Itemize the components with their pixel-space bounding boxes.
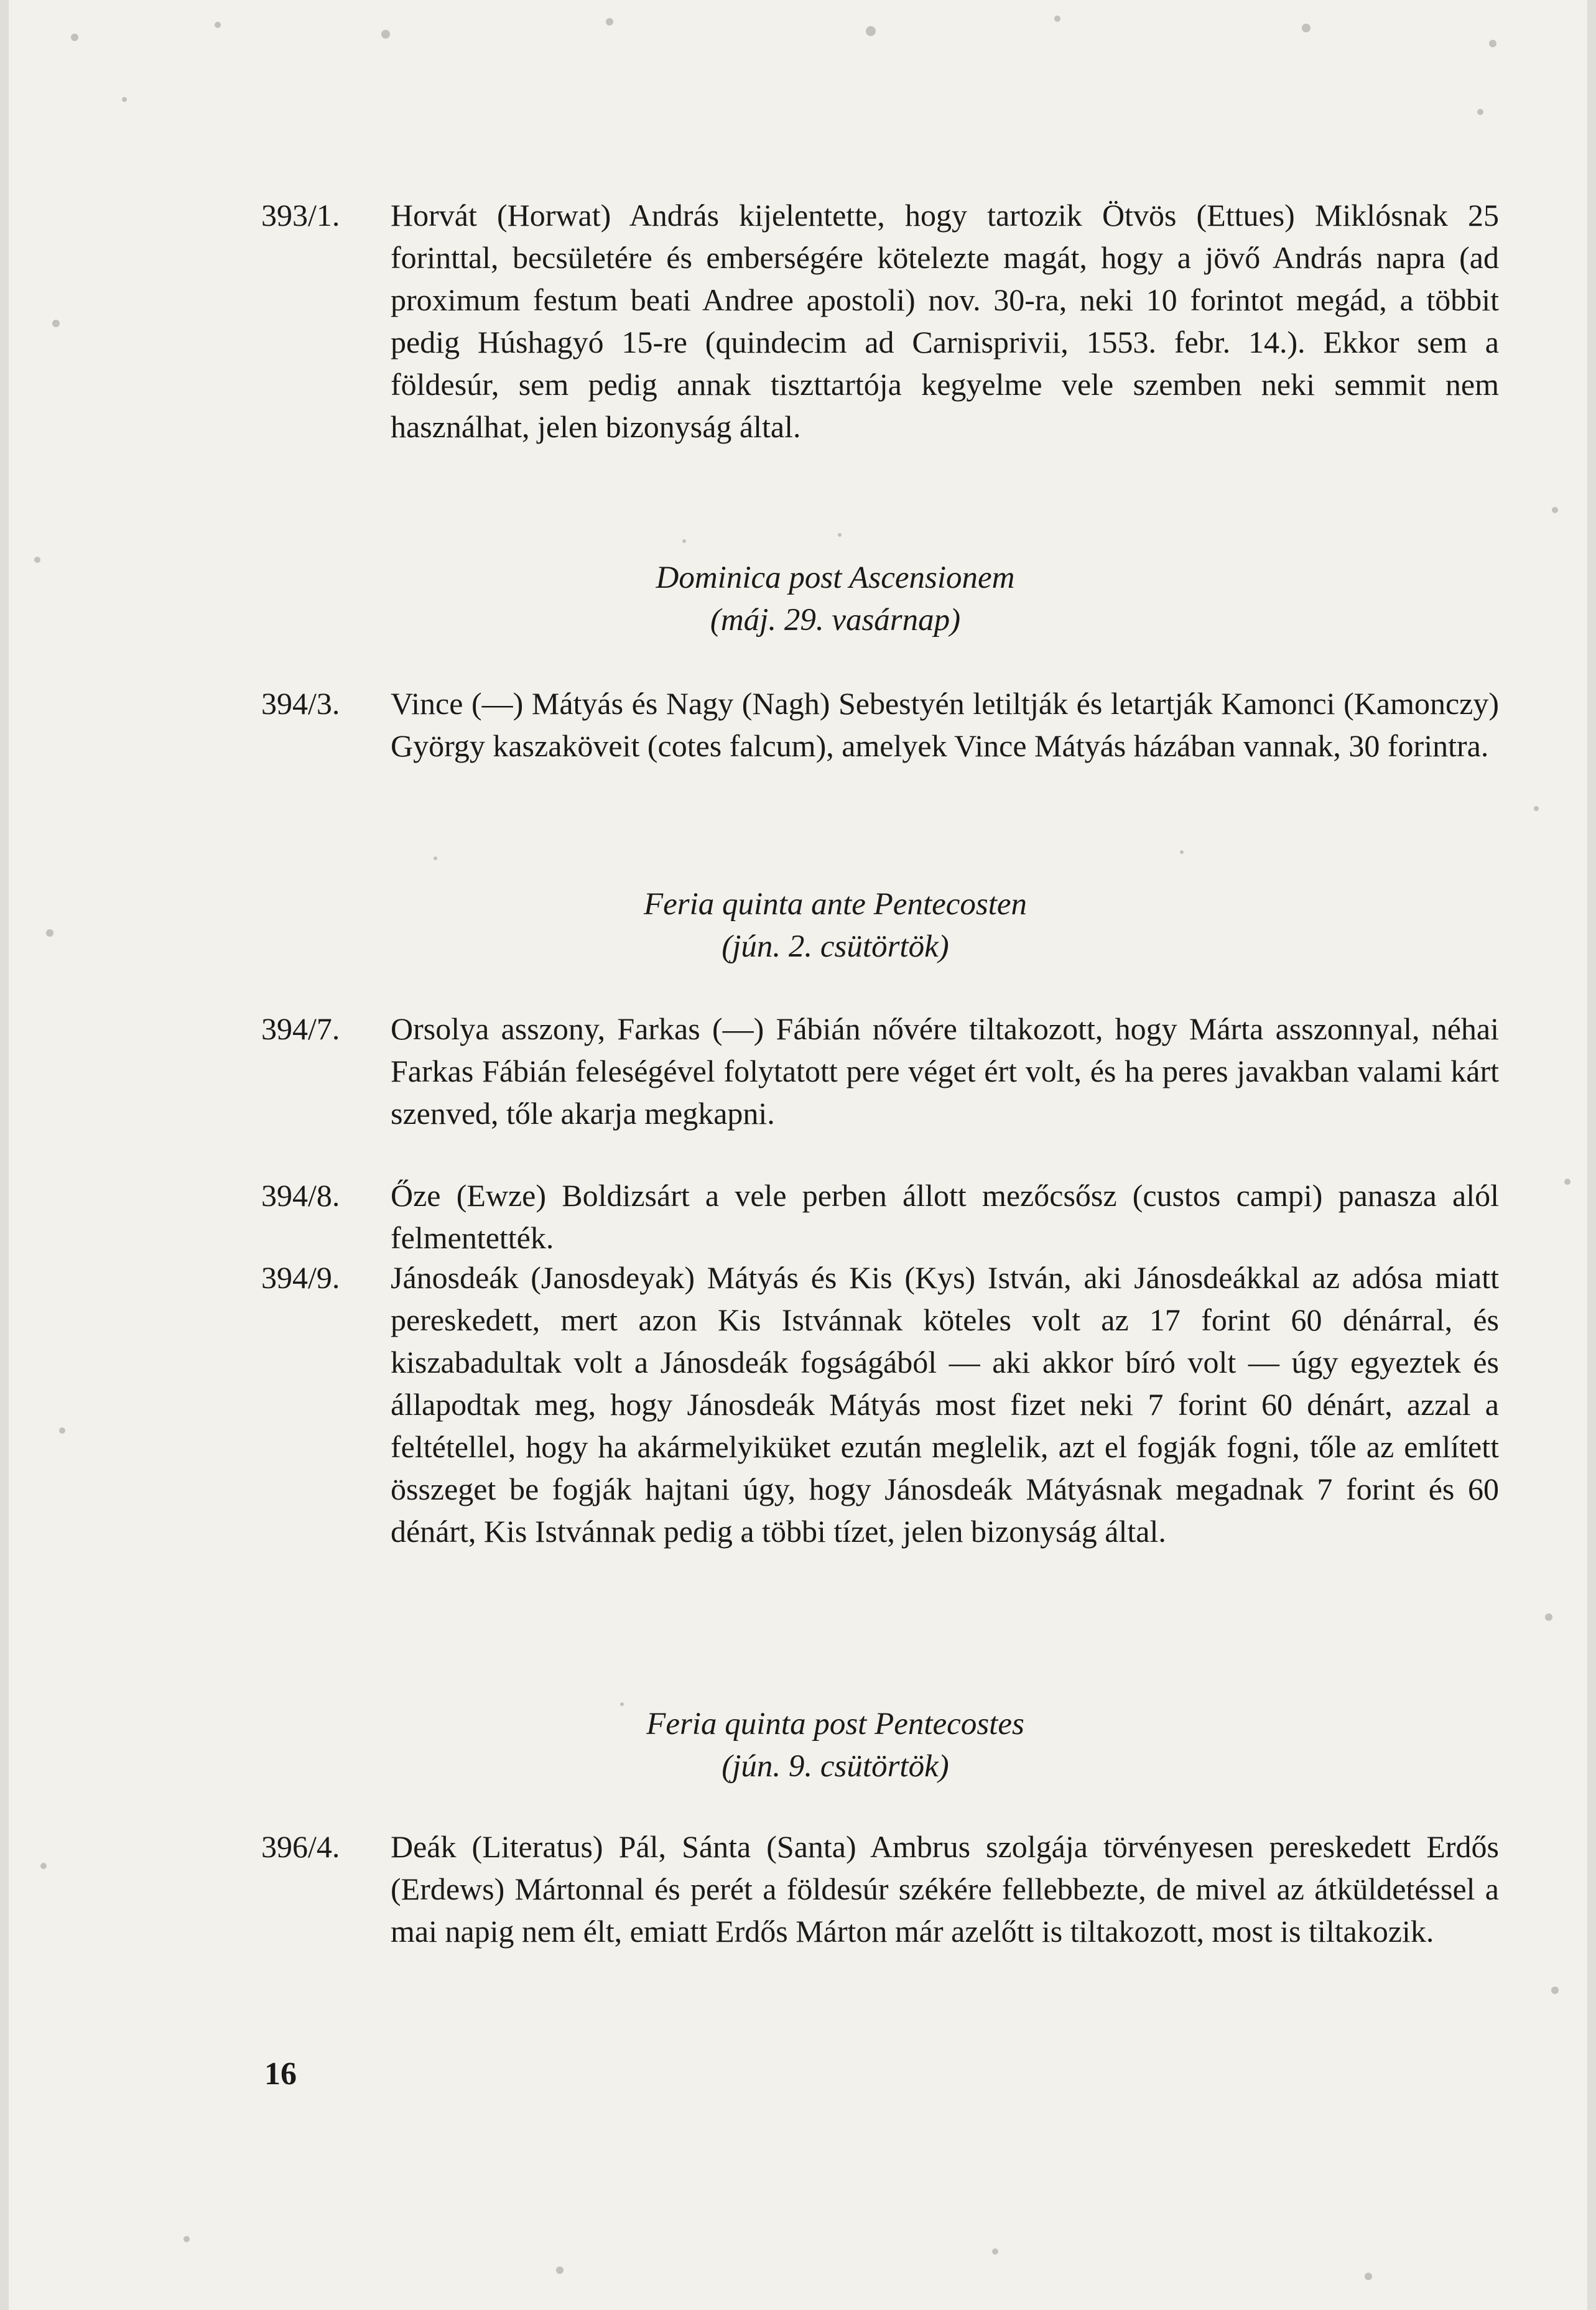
- heading-date: (jún. 9. csütörtök): [721, 1749, 949, 1784]
- entry-number: 394/9.: [261, 1260, 340, 1295]
- section-heading: [0, 557, 1596, 641]
- entry-number: 394/7.: [261, 1011, 340, 1046]
- heading-line: Dominica post Ascensionem: [656, 560, 1015, 595]
- entry-text: Jánosdeák (Janosdeyak) Mátyás és Kis (Kys) István, aki Jánosdeákkal az adósa miatt pereskedett, mert azon Kis Istvánnak köteles volt az 17 forint 60 dénárral, és kiszabadultak volt a Jánosdeák fogságából — aki akkor bíró volt — úgy egyeztek és állapodtak meg, hogy Jánosdeák Mátyás most fizet neki 7 forint 60 dénárt, azzal a feltétellel, hogy ha akármelyiküket ezután meglelik, azt el fogják fogni, tőle az említett összeget be fogják hajtani úgy, hogy Jánosdeák Mátyásnak megadnak 7 forint és 60 dénárt, Kis Istvánnak pedig a többi tízet, jelen bizonyság által.: [391, 1260, 1499, 1549]
- entry-393-1: [261, 194, 1499, 493]
- entry-394-3: [261, 682, 1499, 813]
- entry-394-9: [261, 1256, 1499, 1642]
- page-number: 16: [264, 2056, 297, 2092]
- section-heading: [0, 1703, 1596, 1788]
- heading-date: (jún. 2. csütörtök): [721, 929, 949, 964]
- heading-line: Feria quinta ante Pentecosten: [643, 887, 1028, 922]
- section-heading: [0, 883, 1596, 968]
- entry-number: 394/3.: [261, 686, 340, 721]
- entry-text: Horvát (Horwat) András kijelentette, hogy tartozik Ötvös (Ettues) Miklósnak 25 forinttal, becsületére és emberségére kötelezte magát, hogy a jövő András napra (ad proximum festum beati Andree apostoli) nov. 30-ra, neki 10 forintot megád, a többit pedig Húshagyó 15-re (quindecim ad Carnisprivii, 1553. febr. 14.). Ekkor sem a földesúr, sem pedig annak tiszttartója kegyelme vele szemben neki semmit nem használhat, jelen bizonyság által.: [391, 198, 1499, 444]
- entry-text: Deák (Literatus) Pál, Sánta (Santa) Ambrus szolgája törvényesen pereskedett Erdős (Erdews) Mártonnal és perét a földesúr székére fellebbezte, de mivel az átküldetéssel a mai napig nem élt, emiatt Erdős Márton már azelőtt is tiltakozott, most is tiltakozik.: [391, 1829, 1499, 1949]
- entry-394-8: [261, 1174, 1499, 1261]
- entry-number: 394/8.: [261, 1178, 340, 1213]
- entry-number: 396/4.: [261, 1829, 340, 1864]
- entry-text: Őze (Ewze) Boldizsárt a vele perben állott mezőcsősz (custos campi) panasza alól felmentették.: [391, 1178, 1499, 1255]
- entry-number: 393/1.: [261, 198, 340, 233]
- entry-text: Orsolya asszony, Farkas (—) Fábián nővére tiltakozott, hogy Márta asszonnyal, néhai Farkas Fábián feleségével folytatott pere véget ért volt, és ha peres javakban valami kárt szenved, tőle akarja megkapni.: [391, 1011, 1499, 1131]
- entry-396-4: [261, 1825, 1499, 2000]
- entry-394-7: [261, 1008, 1499, 1179]
- heading-date: (máj. 29. vasárnap): [710, 603, 961, 638]
- entry-text: Vince (—) Mátyás és Nagy (Nagh) Sebestyén letiltják és letartják Kamonci (Kamonczy) György kaszaköveit (cotes falcum), amelyek Vince Mátyás házában vannak, 30 forintra.: [391, 686, 1499, 763]
- heading-line: Feria quinta post Pentecostes: [646, 1707, 1024, 1742]
